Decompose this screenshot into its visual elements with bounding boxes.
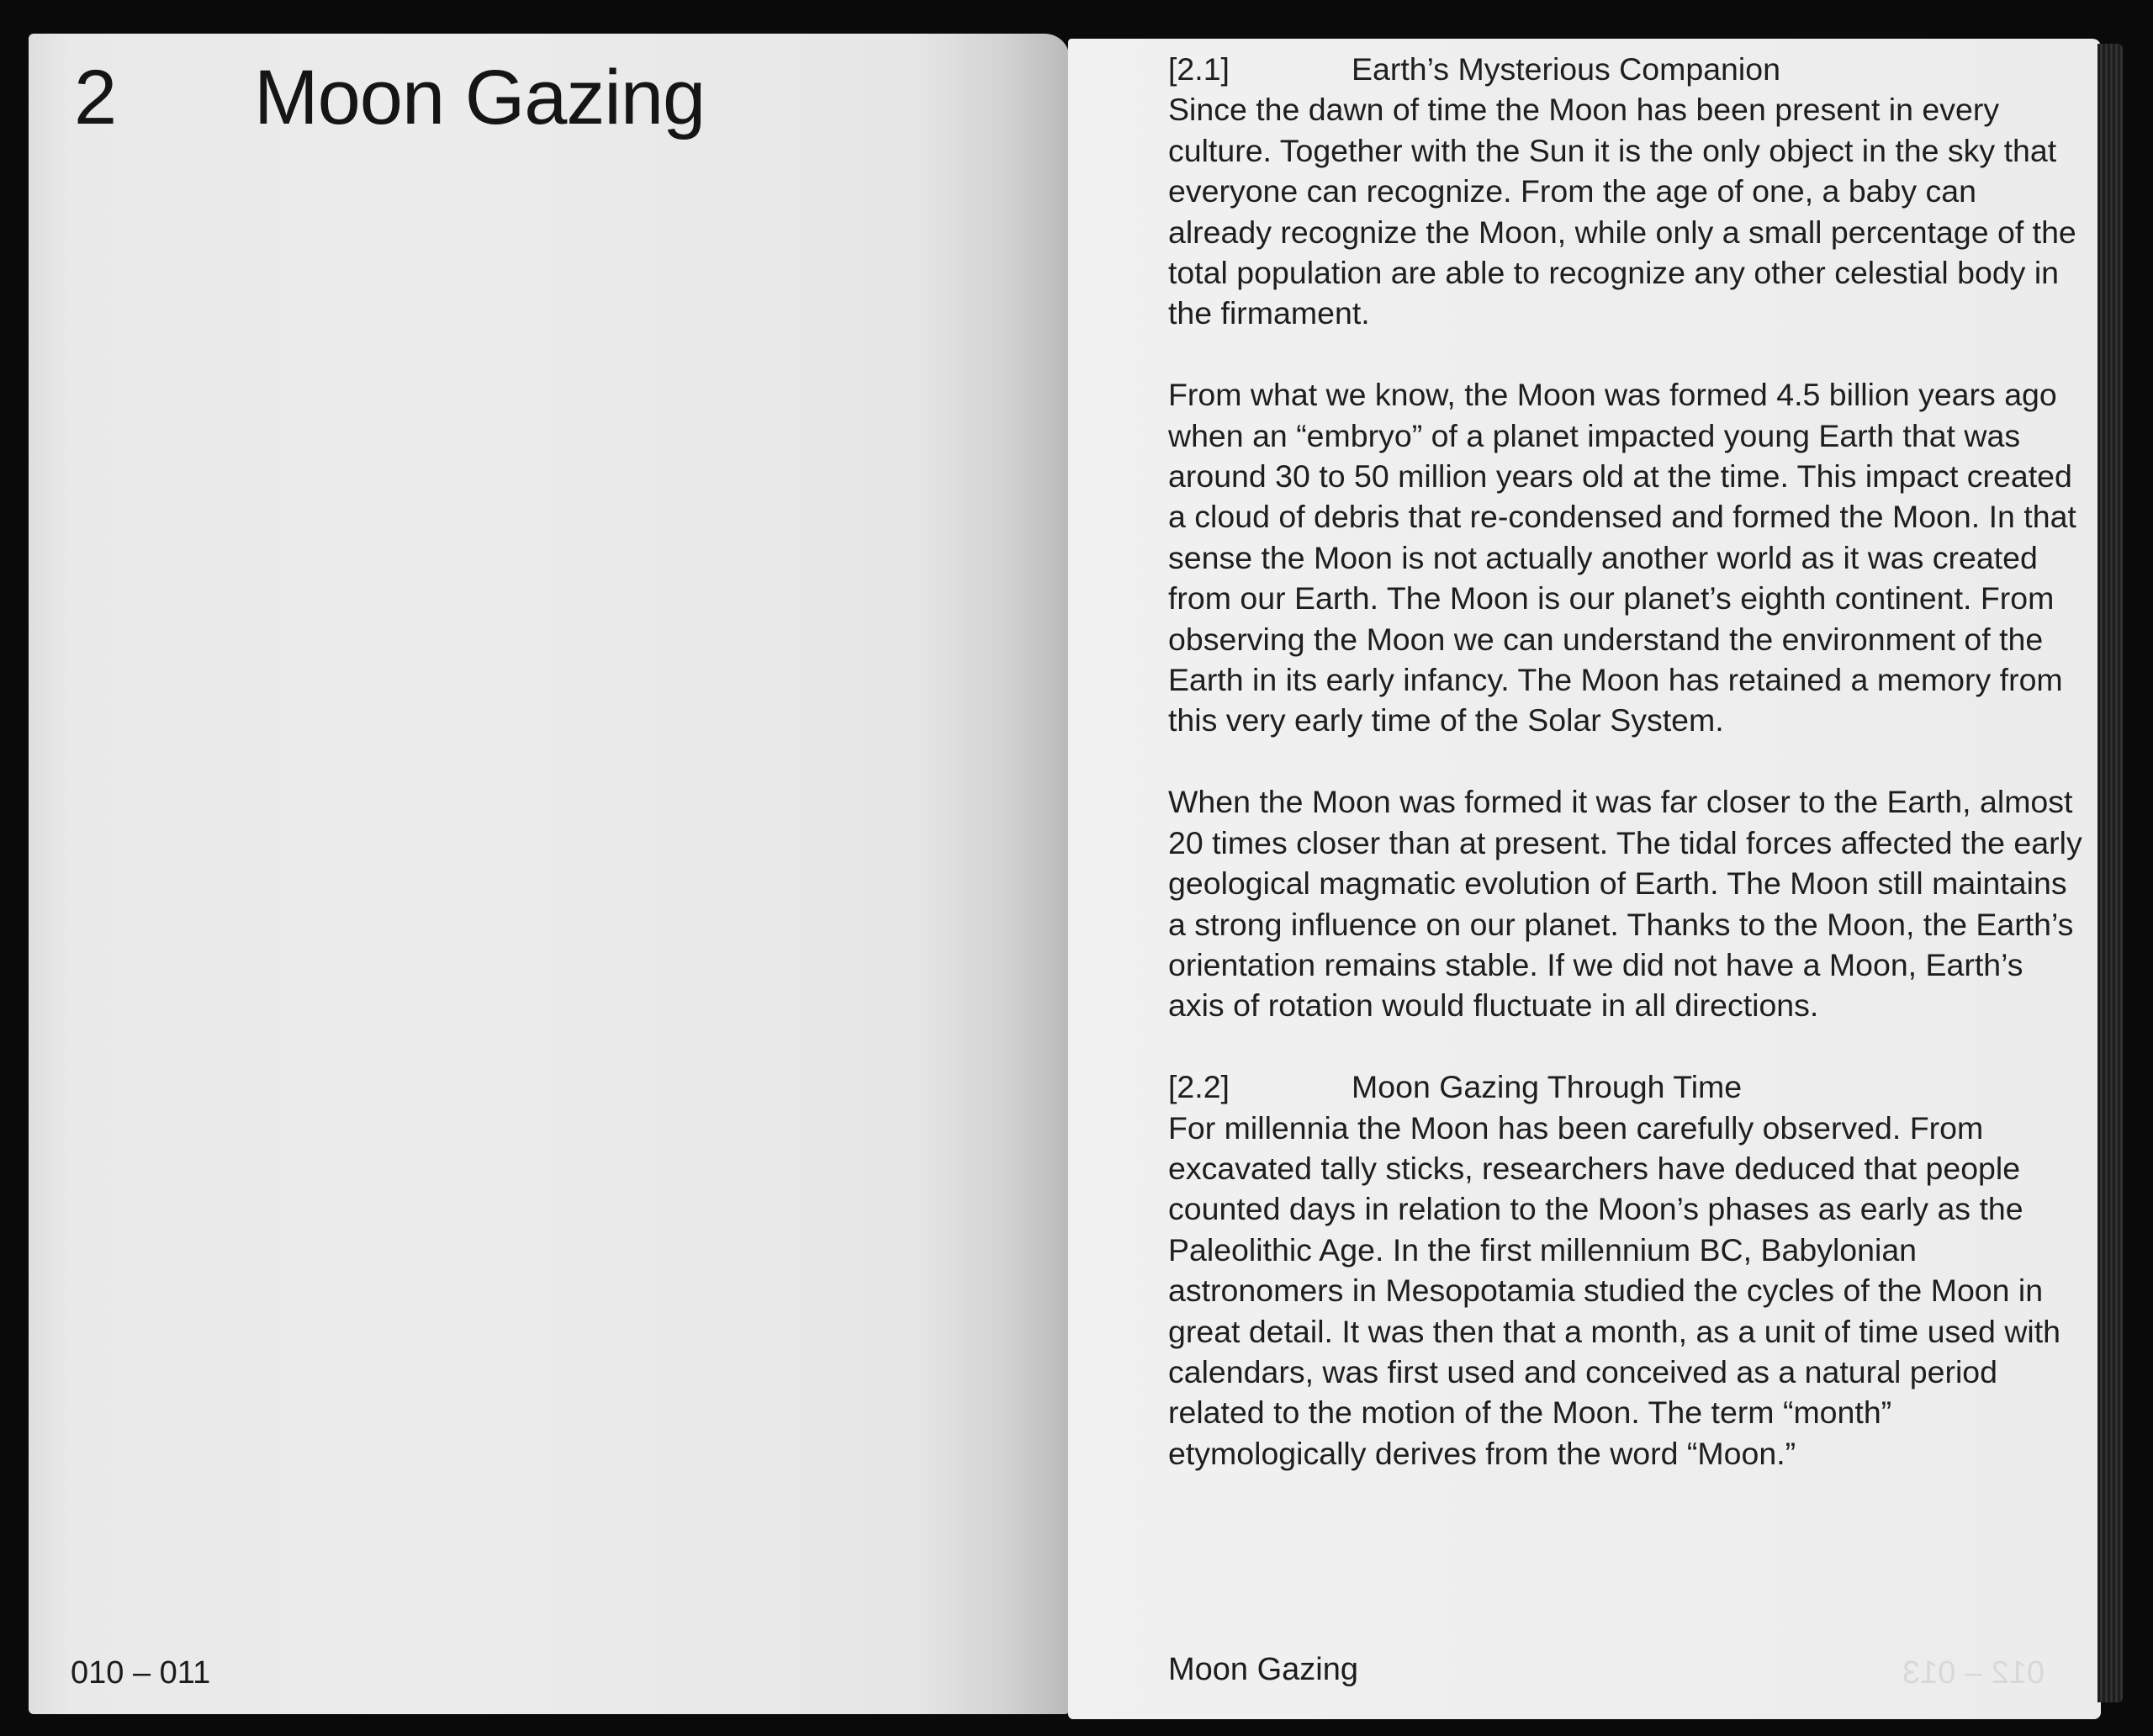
left-page — [29, 34, 1070, 1714]
show-through-folio: 012 – 013 — [1902, 1655, 2045, 1691]
paragraph: For millennia the Moon has been carefully observed. From excavated tally sticks, researchers have deduced that people counted days in relation to the Moon’s phases as early as the Paleolithic Age. In the first millennium BC, Babylonian astronomers in Mesopotamia studied the cycles of the Moon in great detail. It was then that a month, as a unit of time used with calendars, was first used and conceived as a natural period related to the motion of the Moon. The term “month” etymologically derives from the word “Moon.” — [1168, 1109, 2061, 1471]
section-heading — [1168, 49, 2085, 89]
section-number: [2.1] — [1168, 51, 1230, 87]
chapter-title: Moon Gazing — [254, 55, 706, 140]
running-head: Moon Gazing — [1168, 1652, 1359, 1687]
page-folio: 010 – 011 — [71, 1655, 211, 1691]
section-heading — [1168, 1066, 2085, 1107]
section-title: Moon Gazing Through Time — [1352, 1069, 1743, 1105]
page-edges — [2097, 44, 2123, 1702]
paragraph: Since the dawn of time the Moon has been present in every culture. Together with the Sun it is the only object in the sky that everyone can recognize. From the age of one, a baby can already recognize the Moon, while only a small percentage of the total population are able to recognize any other celestial body in the firmament. — [1168, 92, 2076, 331]
chapter-number: 2 — [74, 55, 118, 140]
paragraph: When the Moon was formed it was far closer to the Earth, almost 20 times closer than at present. The tidal forces affected the early geological magmatic evolution of Earth. The Moon still maintains a strong influence on our planet. Thanks to the Moon, the Earth’s orientation remains stable. If we did not have a Moon, Earth’s axis of rotation would fluctuate in all directions. — [1168, 784, 2082, 1024]
section-title: Earth’s Mysterious Companion — [1352, 51, 1780, 87]
section-number: [2.2] — [1168, 1069, 1230, 1105]
paragraph: From what we know, the Moon was formed 4.5 billion years ago when an “embryo” of a planet impacted young Earth that was around 30 to 50 million years old at the time. This impact created a cloud of debris that re-condensed and formed the Moon. In that sense the Moon is not actually another world as it was created from our Earth. The Moon is our planet’s eighth continent. From observing the Moon we can understand the environment of the Earth in its early infancy. The Moon has retained a memory from this very early time of the Solar System. — [1168, 377, 2076, 738]
body-text — [1168, 49, 2085, 1474]
